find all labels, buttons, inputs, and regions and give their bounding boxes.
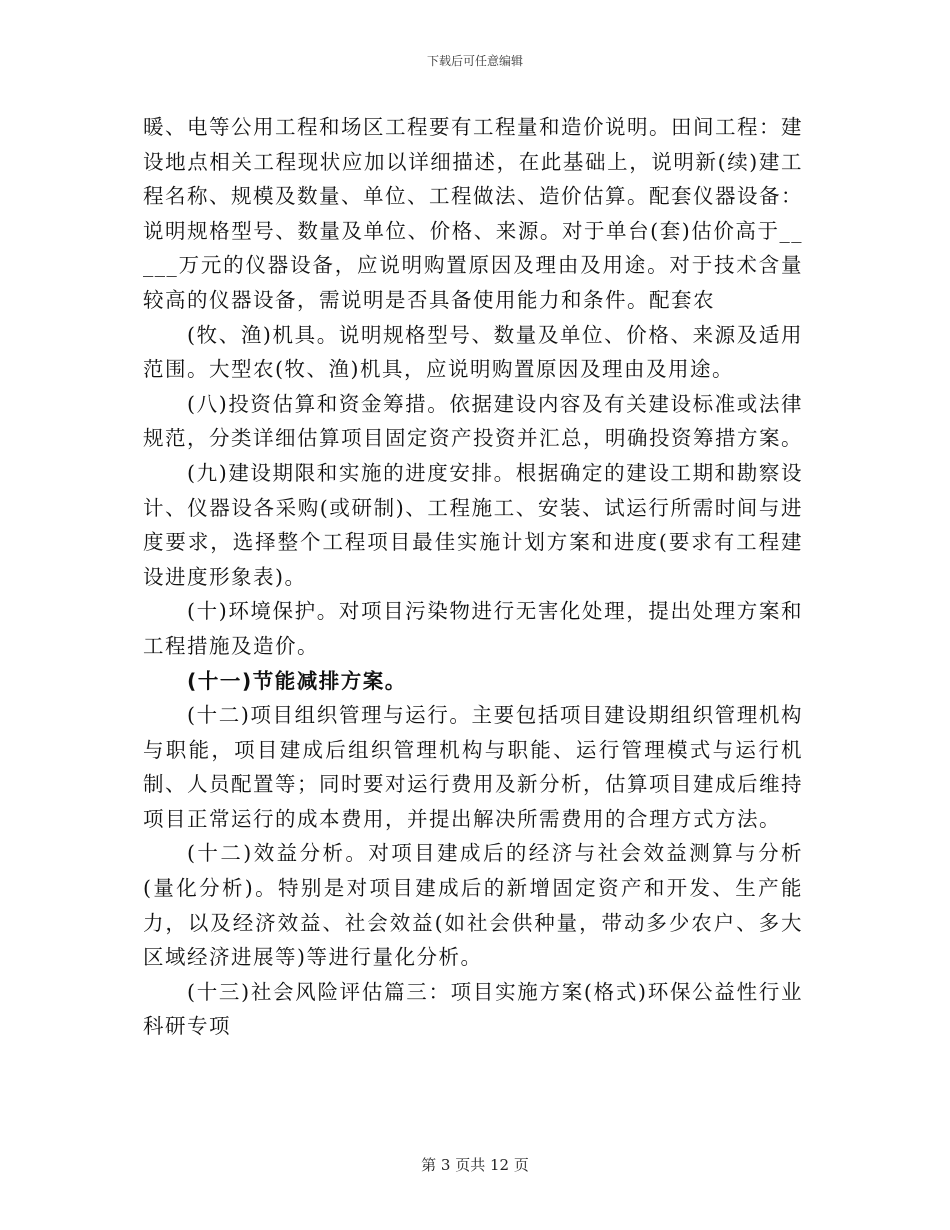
paragraph-4: (九)建设期限和实施的进度安排。根据确定的建设工期和勘察设计、仪器设各采购(或研制)、工程施工、安装、试运行所需时间与进度要求，选择整个工程项目最佳实施计划方案和进度(要求有工程建设进度形象表)。	[143, 460, 803, 589]
paragraph-3: (八)投资估算和资金筹措。依据建设内容及有关建设标准或法律规范，分类详细估算项目固定资产投资并汇总，明确投资筹措方案。	[143, 391, 803, 451]
page-number-footer: 第 3 页共 12 页	[421, 1156, 529, 1174]
paragraph-7: (十二)项目组织管理与运行。主要包括项目建设期组织管理机构与职能，项目建成后组织管理机构与职能、运行管理模式与运行机制、人员配置等；同时要对运行费用及新分析，估算项目建成后维持项目正常运行的成本费用，并提出解决所需费用的合理方式方法。	[143, 703, 803, 831]
section-heading-energy-saving: (十一)节能减排方案。	[187, 668, 407, 693]
paragraph-9: (十三)社会风险评估篇三：项目实施方案(格式)环保公益性行业科研专项	[143, 979, 803, 1039]
paragraph-5: (十)环境保护。对项目污染物进行无害化处理，提出处理方案和工程措施及造价。	[143, 599, 803, 658]
paragraph-2: (牧、渔)机具。说明规格型号、数量及单位、价格、来源及适用范围。大型农(牧、渔)机具，应说明购置原因及理由及用途。	[143, 322, 803, 382]
document-body	[143, 110, 803, 1044]
page-header: 下载后可任意编辑	[426, 54, 523, 68]
paragraph-1: 暖、电等公用工程和场区工程要有工程量和造价说明。田间工程：建设地点相关工程现状应加以详细描述，在此基础上，说明新(续)建工程名称、规模及数量、单位、工程做法、造价估算。配套仪器设备：说明规格型号、数量及单位、价格、来源。对于单台(套)估价高于_____万元的仪器设备，应说明购置原因及理由及用途。对于技术含量较高的仪器设备，需说明是否具备使用能力和条件。配套农	[143, 115, 803, 312]
paragraph-8: (十二)效益分析。对项目建成后的经济与社会效益测算与分析(量化分析)。特别是对项目建成后的新增固定资产和开发、生产能力，以及经济效益、社会效益(如社会供种量，带动多少农户、多大区域经济进展等)等进行量化分析。	[143, 841, 803, 970]
